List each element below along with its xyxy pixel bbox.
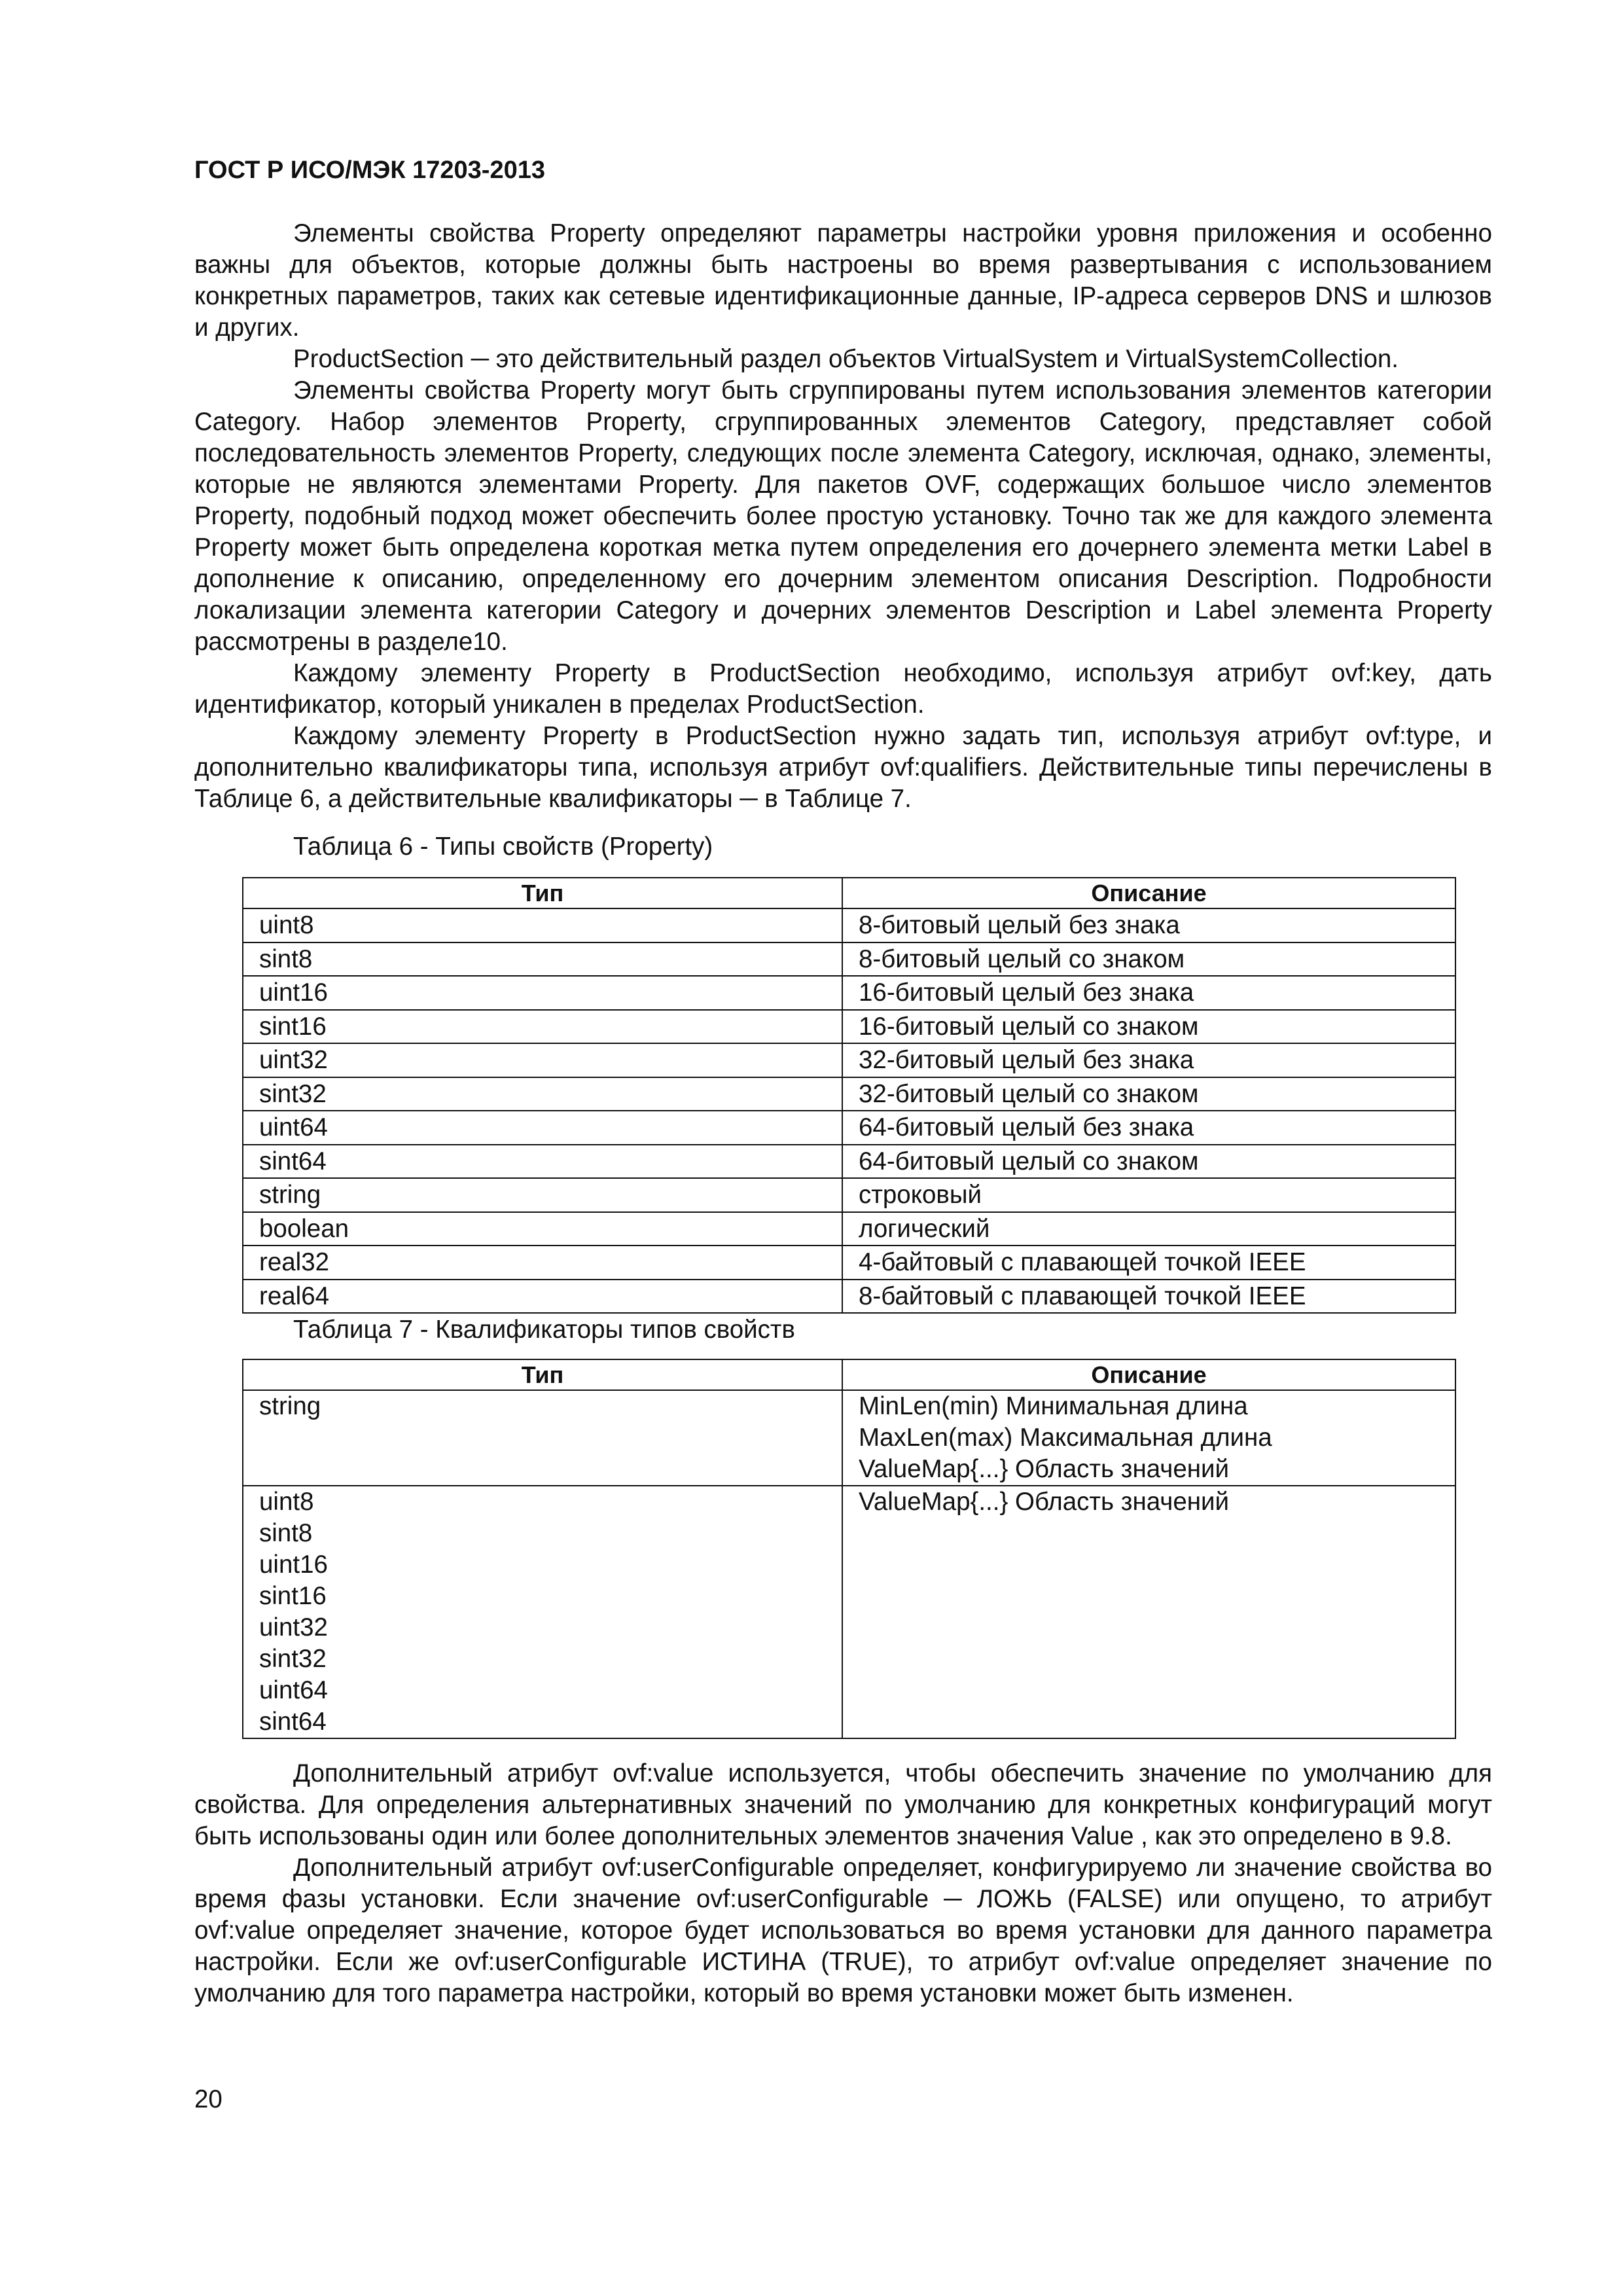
table-header-row xyxy=(243,878,1455,908)
table7 xyxy=(242,1359,1456,1739)
table6 xyxy=(242,877,1456,1314)
table-row xyxy=(243,1145,1455,1179)
qualifier-line: MinLen(min) Минимальная длина xyxy=(859,1392,1248,1420)
body-text-bottom xyxy=(194,1758,1492,2009)
type-cell: sint64 xyxy=(243,1145,842,1179)
description-cell: 16-битовый целый без знака xyxy=(842,976,1455,1010)
type-name: uint32 xyxy=(259,1613,328,1641)
table-row xyxy=(243,1390,1455,1486)
description-cell: 8-битовый целый со знаком xyxy=(842,942,1455,977)
description-cell: 64-битовый целый со знаком xyxy=(842,1145,1455,1179)
table-row xyxy=(243,908,1455,942)
paragraph: Элементы свойства Property определяют параметры настройки уровня приложения и особенно важны для объектов, которые должны быть настроены во время развертывания с использованием конкретных параметров, таких как сетевые идентификационные данные, IP-адреса серверов DNS и шлюзов и других. xyxy=(194,219,1492,342)
paragraph: Дополнительный атрибут ovf:value используется, чтобы обеспечить значение по умолчанию для свойства. Для определения альтернативных значений по умолчанию для конкретных конфигураций могут быть использованы один или более дополнительных элементов значения Value , как это определено в 9.8. xyxy=(194,1759,1492,1850)
table-row xyxy=(243,1077,1455,1111)
table-row xyxy=(243,1178,1455,1212)
column-header-type: Тип xyxy=(243,878,842,908)
column-header-type: Тип xyxy=(243,1359,842,1390)
paragraph: ProductSection ─ это действительный раздел объектов VirtualSystem и VirtualSystemCollection. xyxy=(293,345,1399,373)
type-cell: uint8 xyxy=(243,908,842,942)
paragraph: Каждому элементу Property в ProductSection нужно задать тип, используя атрибут ovf:type, и дополнительно квалификаторы типа, используя атрибут ovf:qualifiers. Действительные типы перечислены в Таблице 6, а действительные квалификаторы ─ в Таблице 7. xyxy=(194,722,1492,813)
type-cell xyxy=(243,1486,842,1738)
table-row xyxy=(243,942,1455,977)
type-name: sint32 xyxy=(259,1645,327,1673)
type-name: sint64 xyxy=(259,1708,327,1736)
table-row xyxy=(243,1486,1455,1738)
description-cell: логический xyxy=(842,1212,1455,1246)
type-name: string xyxy=(259,1392,321,1420)
type-name: uint64 xyxy=(259,1676,328,1704)
paragraph: Дополнительный атрибут ovf:userConfigurable определяет, конфигурируемо ли значение свойства во время фазы установки. Если значение ovf:userConfigurable ─ ЛОЖЬ (FALSE) или опущено, то атрибут ovf:value определяет значение, которое будет использоваться во время установки для данного параметра настройки. Если же ovf:userConfigurable ИСТИНА (TRUE), то атрибут ovf:value определяет значение по умолчанию для того параметра настройки, который во время установки может быть изменен. xyxy=(194,1854,1492,2007)
qualifier-line: ValueMap{...} Область значений xyxy=(859,1455,1230,1483)
qualifier-line: MaxLen(max) Максимальная длина xyxy=(859,1424,1272,1452)
description-cell: 8-битовый целый без знака xyxy=(842,908,1455,942)
type-cell xyxy=(243,1390,842,1486)
type-cell: uint32 xyxy=(243,1043,842,1077)
type-name: uint16 xyxy=(259,1551,328,1579)
type-cell: boolean xyxy=(243,1212,842,1246)
type-cell: sint8 xyxy=(243,942,842,977)
qualifier-line: ValueMap{...} Область значений xyxy=(859,1488,1230,1516)
table-row xyxy=(243,1246,1455,1280)
type-cell: sint16 xyxy=(243,1010,842,1044)
table-row xyxy=(243,976,1455,1010)
type-cell: real32 xyxy=(243,1246,842,1280)
table-row xyxy=(243,1212,1455,1246)
description-cell: 64-битовый целый без знака xyxy=(842,1111,1455,1145)
column-header-description: Описание xyxy=(842,878,1455,908)
description-cell xyxy=(842,1390,1455,1486)
description-cell: 16-битовый целый со знаком xyxy=(842,1010,1455,1044)
description-cell: 32-битовый целый со знаком xyxy=(842,1077,1455,1111)
type-cell: string xyxy=(243,1178,842,1212)
table-row xyxy=(243,1043,1455,1077)
table-row xyxy=(243,1280,1455,1314)
type-cell: real64 xyxy=(243,1280,842,1314)
type-cell: sint32 xyxy=(243,1077,842,1111)
type-name: uint8 xyxy=(259,1488,314,1516)
table-row xyxy=(243,1010,1455,1044)
description-cell xyxy=(842,1486,1455,1738)
paragraph: Каждому элементу Property в ProductSection необходимо, используя атрибут ovf:key, дать идентификатор, который уникален в пределах ProductSection. xyxy=(194,659,1492,719)
column-header-description: Описание xyxy=(842,1359,1455,1390)
document-header: ГОСТ Р ИСО/МЭК 17203-2013 xyxy=(194,156,545,184)
description-cell: 8-байтовый с плавающей точкой IEEE xyxy=(842,1280,1455,1314)
page-number: 20 xyxy=(194,2085,223,2113)
description-cell: 32-битовый целый без знака xyxy=(842,1043,1455,1077)
type-cell: uint16 xyxy=(243,976,842,1010)
body-text-top xyxy=(194,218,1492,815)
description-cell: 4-байтовый с плавающей точкой IEEE xyxy=(842,1246,1455,1280)
paragraph: Элементы свойства Property могут быть сгруппированы путем использования элементов категории Category. Набор элементов Property, сгруппированных элементов Category, представляет собой последовательность элементов Property, следующих после элемента Category, исключая, однако, элементы, которые не являются элементами Property. Для пакетов OVF, содержащих большое число элементов Property, подобный подход может обеспечить более простую установку. Точно так же для каждого элемента Property может быть определена короткая метка путем определения его дочернего элемента метки Label в дополнение к описанию, определенному его дочерним элементом описания Description. Подробности локализации элемента категории Category и дочерних элементов Description и Label элемента Property рассмотрены в разделе10. xyxy=(194,376,1492,656)
table-row xyxy=(243,1111,1455,1145)
type-cell: uint64 xyxy=(243,1111,842,1145)
type-name: sint16 xyxy=(259,1582,327,1610)
type-name: sint8 xyxy=(259,1519,313,1547)
description-cell: строковый xyxy=(842,1178,1455,1212)
table6-caption: Таблица 6 - Типы свойств (Property) xyxy=(293,833,713,861)
table-header-row xyxy=(243,1359,1455,1390)
table7-caption: Таблица 7 - Квалификаторы типов свойств xyxy=(293,1316,796,1344)
